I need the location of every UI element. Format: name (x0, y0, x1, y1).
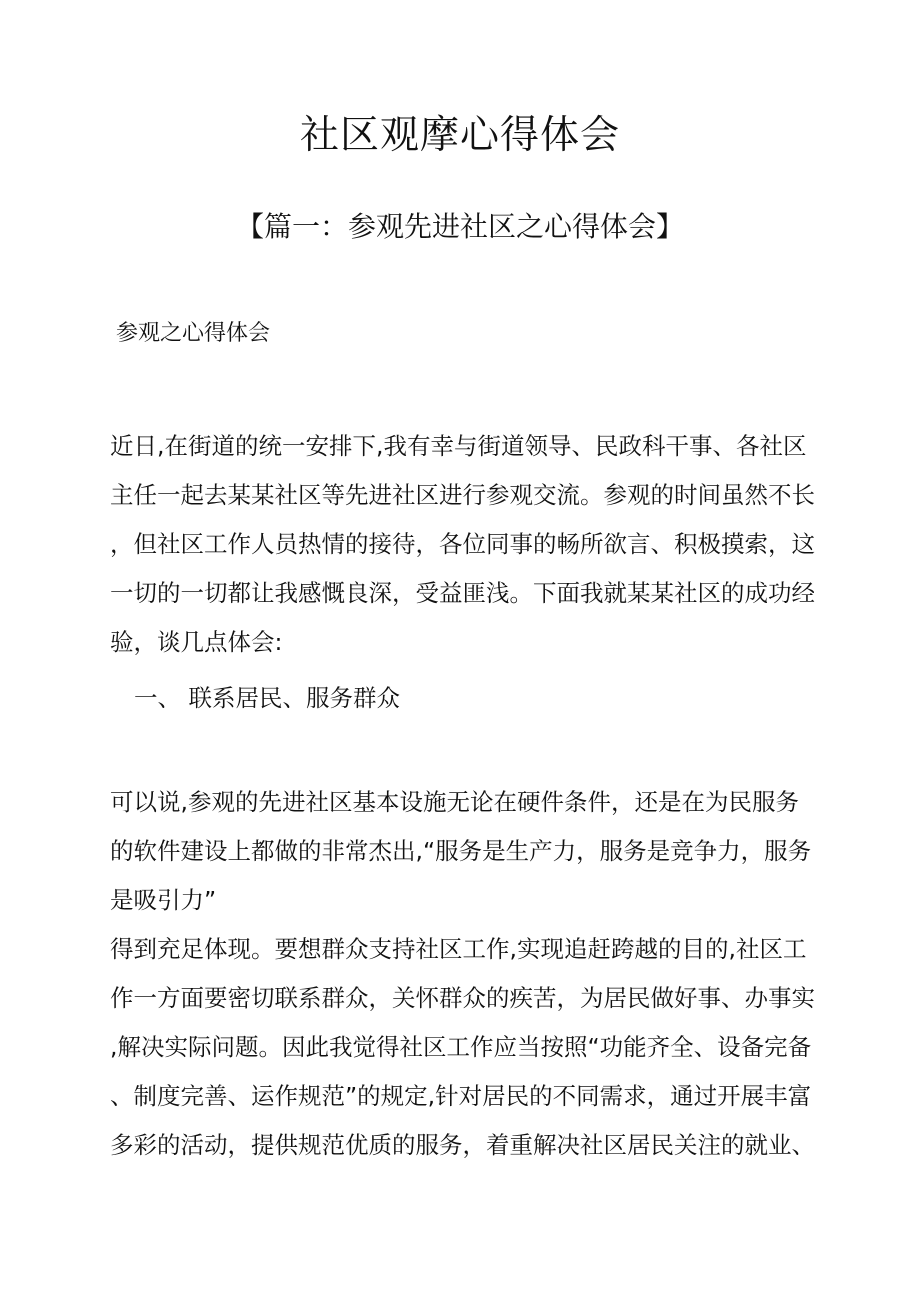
text-line: 可以说,参观的先进社区基本设施无论在硬件条件，还是在为民服务 (110, 788, 799, 816)
text-line: 、制度完善、运作规范”的规定,针对居民的不同需求，通过开展丰富 (110, 1082, 812, 1110)
text-line: ，但社区工作人员热情的接待，各位同事的畅所欲言、积极摸索，这 (110, 530, 815, 558)
paragraph-intro (110, 422, 815, 667)
text-line: 多彩的活动，提供规范优质的服务，着重解决社区居民关注的就业、 (110, 1131, 815, 1159)
text-line: 的软件建设上都做的非常杰出,“服务是生产力，服务是竞争力，服务 (110, 837, 812, 865)
text-line: 近日,在街道的统一安排下,我有幸与街道领导、民政科干事、各社区 (110, 432, 807, 460)
text-line: ,解决实际问题。因此我觉得社区工作应当按照“功能齐全、设备完备 (110, 1033, 812, 1061)
paragraph-service (110, 778, 815, 1170)
subheading-block (134, 674, 834, 723)
subheading-1: 一、 联系居民、服务群众 (134, 684, 400, 712)
document-title: 社区观摩心得体会 (299, 113, 620, 158)
text-line: 验，谈几点体会: (110, 628, 283, 656)
section-heading: 参观之心得体会 (116, 321, 271, 346)
text-line: 得到充足体现。要想群众支持社区工作,实现追赶跨越的目的,社区工 (110, 935, 807, 963)
text-line: 主任一起去某某社区等先进社区进行参观交流。参观的时间虽然不长 (110, 481, 815, 509)
text-line: 作一方面要密切联系群众，关怀群众的疾苦，为居民做好事、办事实 (110, 984, 815, 1012)
text-line: 是吸引力” (110, 886, 217, 914)
text-line: 一切的一切都让我感慨良深，受益匪浅。下面我就某某社区的成功经 (110, 579, 815, 607)
document-subtitle: 【篇一：参观先进社区之心得体会】 (235, 210, 684, 243)
